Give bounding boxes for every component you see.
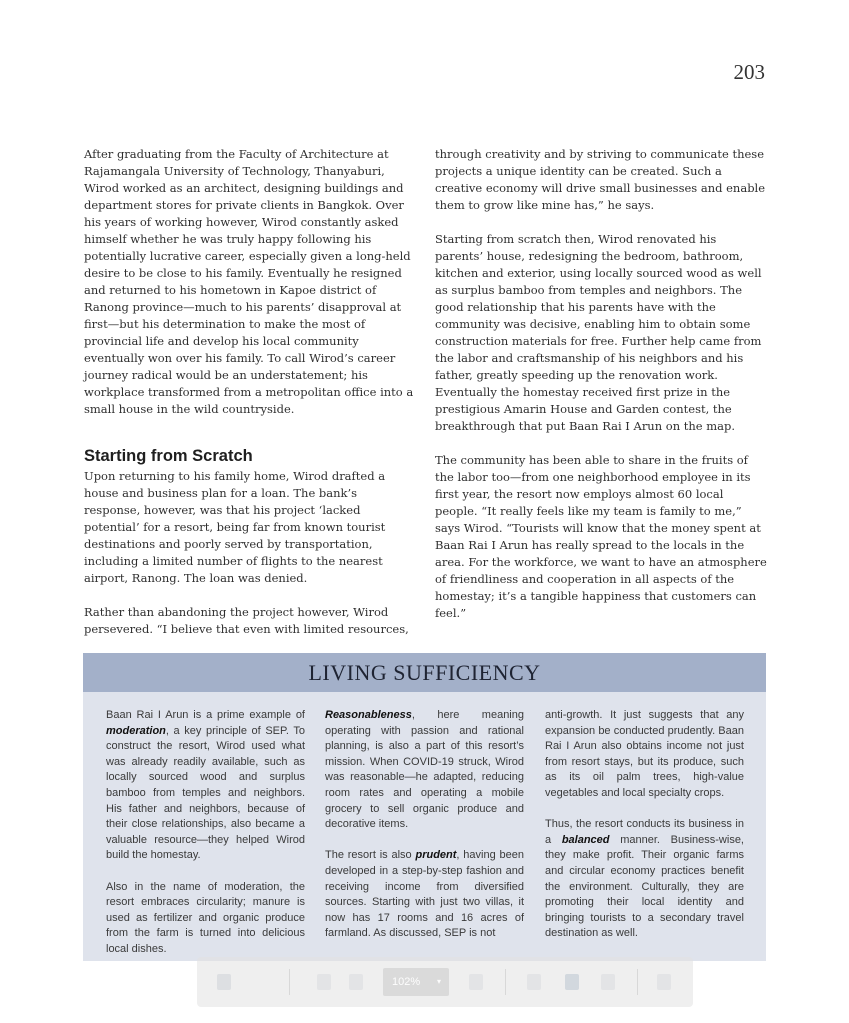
body-paragraph: through creativity and by striving to communicate these projects a unique identity can be created. Such a creative economy will drive small businesses and enable them to grow like mine has,” he says.: [435, 147, 766, 212]
body-paragraph: Starting from scratch then, Wirod renovated his parents’ house, redesigning the bedroom, bathroom, kitchen and exterior, using locally sourced wood as well as surplus bamboo from temples and neighbors. The good relationship that his parents have with the community was decisive, enabling him to obtain some construction materials for free. Further help came from the labor and craftsmanship of his neighbors and his father, greatly speeding up the renovation work. Eventually the homestay received first prize in the prestigious Amarin House and Garden contest, the breakthrough that put Baan Rai I Arun on the map.: [435, 232, 762, 433]
sidebar-paragraph: [545, 817, 744, 942]
zoom-select[interactable]: [383, 968, 449, 996]
print-icon[interactable]: [601, 974, 615, 990]
text: Baan Rai I Arun is a prime example of: [106, 709, 305, 721]
body-paragraph: Rather than abandoning the project however, Wirod persevered. “I believe that even with limited resources,: [84, 605, 409, 636]
text: , having been developed in a step-by-step fashion and receiving income from diversified sources. Starting with just two villas, it now has 17 rooms and 16 acres of farmland. As discussed, SEP is not: [325, 849, 524, 940]
sidebar-column-2: [325, 708, 524, 958]
toolbar-divider: [637, 969, 638, 995]
emphasis: Reasonableness: [325, 709, 412, 721]
sidebar-paragraph: anti-growth. It just suggests that any expansion be conducted prudently. Baan Rai I Arun also obtains income not just from resort stays, but its produce, such as its oil palm trees, high-value vegetables and local specialty crops.: [545, 709, 744, 799]
right-column: [435, 146, 767, 639]
emphasis: prudent: [415, 849, 457, 862]
text: The resort is also: [325, 849, 416, 862]
body-paragraph: The community has been able to share in the fruits of the labor too—from one neighborhood employee in its first year, the resort now employs almost 60 local people. “It really feels like my team is family to me,” says Wirod. “Tourists will know that the money spent at Baan Rai I Arun has really spread to the locals in the area. For the workforce, we want to have an atmosphere of friendliness and cooperation in all aspects of the homestay; it’s a tangible happiness that customers can feel.”: [435, 453, 767, 620]
download-icon[interactable]: [565, 974, 579, 990]
sidebar-column-1: [106, 708, 305, 973]
zoom-in-icon[interactable]: [349, 974, 363, 990]
text: , a key principle of SEP. To construct the resort, Wirod used what was already readily available, such as locally sourced wood and surplus bamboo from temples and neighbors. His father and neighbors, because of their close relationships, also became a valuable resource—they helped Wirod build the homestay.: [106, 724, 305, 862]
viewer-toolbar: [197, 957, 693, 1007]
fit-page-icon[interactable]: [469, 974, 483, 990]
sidebar-paragraph: [325, 708, 524, 833]
section-heading: Starting from Scratch: [84, 447, 253, 465]
text: Thus, the resort conducts its business in a: [545, 818, 744, 846]
sidebar-header: [83, 653, 766, 692]
body-paragraph: Upon returning to his family home, Wirod drafted a house and business plan for a loan. The bank’s response, however, was that his project ‘lacked potential’ for a resort, being far from known tourist destinations and poorly served by transportation, including a limited number of flights to the nearest airport, Ranong. The loan was denied.: [84, 469, 386, 585]
sidebar-box: [83, 653, 766, 961]
sidebar-paragraph: Also in the name of moderation, the resort embraces circularity; manure is used as fertilizer and organic produce from the farm is turned into delicious local dishes.: [106, 880, 305, 955]
emphasis: balanced: [561, 833, 610, 846]
rotate-icon[interactable]: [527, 974, 541, 990]
sidebar-title: LIVING SUFFICIENCY: [308, 660, 541, 685]
text: , here meaning operating with passion and rational planning, is also a part of this resort’s mission. When COVID-19 struck, Wirod was reasonable—he adapted, reducing room rates and operating a mobile grocery to sell organic produce and decorative items.: [325, 709, 524, 831]
page-icon[interactable]: [217, 974, 231, 990]
more-icon[interactable]: [657, 974, 671, 990]
left-column: [84, 146, 414, 655]
emphasis: moderation: [106, 724, 166, 737]
text: manner. Business-wise, they make profit. Their organic farms and circular economy practices benefit the environment. Culturally, they are promoting their local identity and bringing tourists to a secondary travel destination as well.: [545, 833, 744, 940]
toolbar-divider: [505, 969, 506, 995]
sidebar-paragraph: [325, 848, 524, 942]
page-number: 203: [733, 60, 765, 84]
zoom-out-icon[interactable]: [317, 974, 331, 990]
sidebar-column-3: [545, 708, 744, 958]
chevron-down-icon: ▾: [436, 977, 441, 986]
zoom-value: 102%: [392, 976, 421, 988]
sidebar-paragraph: [106, 708, 305, 864]
toolbar-divider: [289, 969, 290, 995]
body-paragraph: After graduating from the Faculty of Architecture at Rajamangala University of Technology, Thanyaburi, Wirod worked as an architect, designing buildings and department stores for private clients in Bangkok. Over his years of working however, Wirod constantly asked himself whether he was truly happy following his potentially lucrative career, especially given a long-held desire to be close to his family. Eventually he resigned and returned to his hometown in Kapoe district of Ranong province—much to his parents’ disapproval at first—but his determination to make the most of provincial life and develop his local community eventually won over his family. To call Wirod’s career journey radical would be an understatement; his workplace transformed from a metropolitan office into a small house in the wild countryside.: [84, 147, 414, 416]
